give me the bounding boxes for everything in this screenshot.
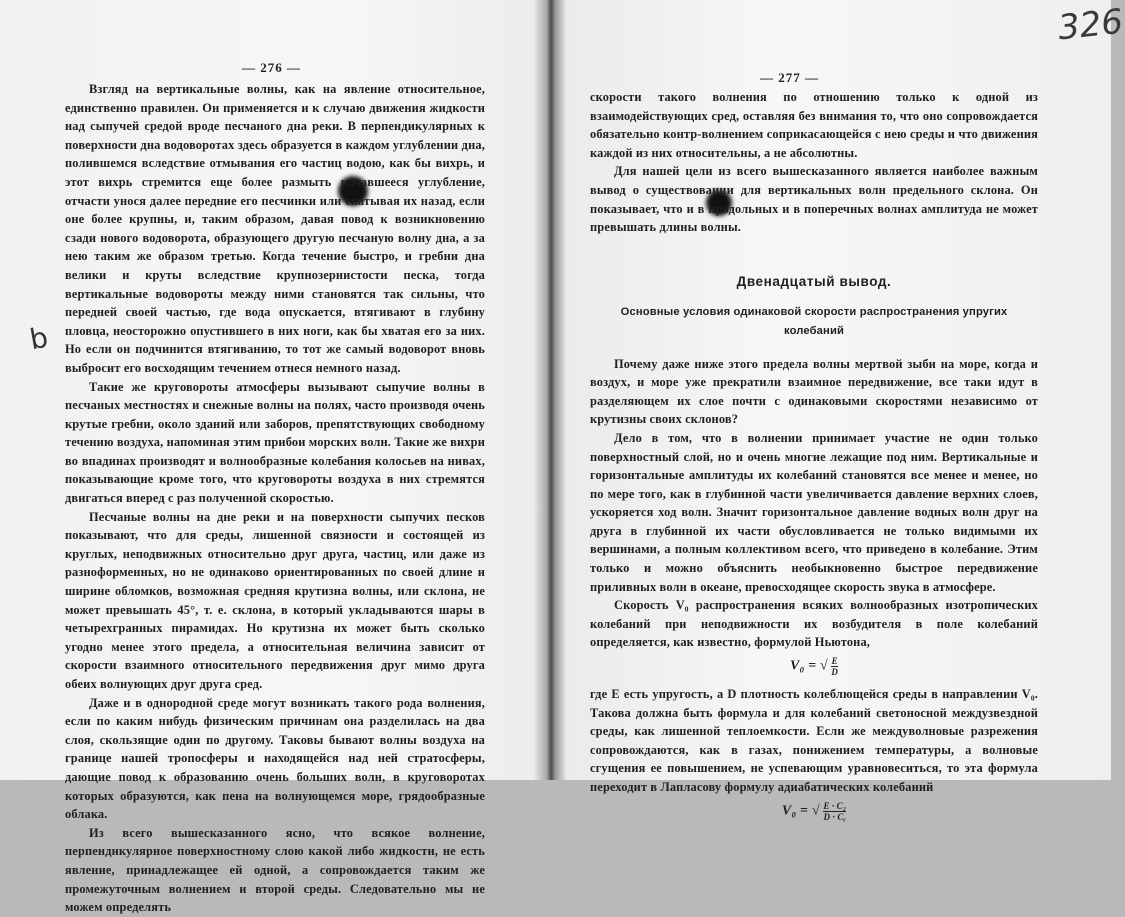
paragraph: скорости такого волнения по отношению только к одной из взаимодействующих сред, оставляя без внимания то, что оно сопровождается обязательно контр-волнением соприкасающейся с нею среды и что движения каждой из них относительны, а не абсолютны. <box>590 90 1038 160</box>
formula-lhs: V₀ = √ <box>789 658 828 674</box>
newton-formula <box>590 656 1038 677</box>
section-title: Двенадцатый вывод. <box>736 273 892 289</box>
paragraph: где E есть упругость, а D плотность колеблющейся среды в направлении V₀. Такова должна быть формула и для колебаний светоносной междузвездной среды, как лишенной теплоемкости. Если же междуволновые разрежения сопровождаются, как в газах, понижением температуры, а волновые сгущения ее повышением, не успевающим уравновеситься, то эта формула переходит в Лапласову формулу адиабатических колебаний <box>590 687 1038 794</box>
paragraph: Такие же круговороты атмосферы вызывают сыпучие волны в песчаных местностях и снежные волны на полях, часто производя очень крутые гребни, около зданий или заборов, препятствующих свободному течению воздуха, напоминая этим прибои морских волн. Такие же вихри во впадинах производят и волнообразные колебания колосьев на нивах, показывающие кроме того, что круговороты воздуха в них стремятся двигаться вперед с раз полученной скоростью. <box>65 379 485 506</box>
formula-fraction <box>831 656 838 677</box>
laplace-formula <box>590 801 1038 822</box>
formula-numerator: E <box>831 656 838 667</box>
page-number: — 276 — <box>242 60 301 75</box>
right-page <box>550 0 1111 822</box>
formula-denominator: D <box>831 667 839 678</box>
paragraph: Дело в том, что в волнении принимает участие не один только поверхностный слой, но и очень многие лежащие под ним. Вертикальные и горизонтальные амплитуды их колебаний становятся все менее и менее, но по мере того, как в глубинной части увеличивается давление верхних слоев, ускоряется ход волн. Значит горизонтальное давление водных волн друг на друга в глубинной их части обусловливается не только видимыми их вершинами, а полным коллективом всего, что приведено в колебание. Этим только и можно объяснить необыкновенно быстрое передвижение приливных волн в океане, превосходящее скорость звука в атмосфере. <box>590 430 1038 594</box>
paragraph: Для нашей цели из всего вышесказанного является наиболее важным вывод о существовании для вертикальных волн предельного склона. Он показывает, что и в продольных и в поперечных волнах амплитуда не может превышать длины волны. <box>590 164 1038 235</box>
formula-numerator: E · C₂ <box>823 800 847 811</box>
paragraph: Взгляд на вертикальные волны, как на явление относительное, единственно правилен. Он применяется и к случаю движения жидкости над сыпучей средой вроде песчаного дна реки. В перпендикулярных к поверхности дна водоворотах здесь образуется в каждом углублении дна, полившемся вследствие отмывания его частиц водою, как бы вихрь, и этот вихрь стремится еще более размыть начавшееся углубление, отчасти унося далее передние его песчинки или скатывая их назад, если оне более крупны, и, таким образом, давая повод к возникновению сзади нового водоворота, образующего другую песчаную волну дна, а за нею таким же образом третью. Когда течение быстро, и гребни дна велики и круты вследствие крупнозернистости песка, тогда вертикальные водовороты между ними становятся так сильны, что передней своей частью, где вода опускается, втягивают в глубину пловца, неосторожно опустившего в них ноги, как бы хватая его за них. Но если он подчинится втягиванию, то тот же самый водоворот вновь выбросит его восходящим течением отнеся немного назад. <box>65 82 485 375</box>
section-subtitle: Основные условия одинаковой скорости распространения упругих колебаний <box>620 306 1008 337</box>
paragraph: Песчаные волны на дне реки и на поверхности сыпучих песков показывают, что для среды, лишенной связности и состоящей из круглых, неподвижных относительно друг друга, частиц, или даже из разноформенных, но не одинаково ориентированных по своей длине и ширине обломков, возможная средняя крутизна волны, или склона, не может превышать 45°, т. е. склона, в который укладываются шары в четырехгранных пирамидах. Но крутизна их может быть сколько угодно менее этого предела, а относительная величина зависит от скорости взаимного относительного передвижения друг мимо друга обеих волнующих друг друга сред. <box>65 509 485 691</box>
paragraph: Почему даже ниже этого предела волны мертвой зыби на море, когда и воздух, и море уже прекратили взаимное передвижение, все таки идут в разделяющем их слое почти с одинаковыми скоростями независимо от крутизны своих склонов? <box>590 356 1038 427</box>
left-page <box>0 0 545 915</box>
paragraph: Скорость V₀ распространения всяких волнообразных изотропических колебаний при неподвижности их возбудителя в поле колебаний определяется, как известно, формулой Ньютона, <box>590 598 1038 650</box>
handwritten-folio-number: 326 <box>1056 1 1125 49</box>
text-column <box>65 80 485 917</box>
paragraph: Даже и в однородной среде могут возникать такого рода волнения, если по каким нибудь физическим причинам она разделилась на два слоя, скользящие один по другому. Таковы бывают волны воздуха на границе нашей тропосферы и находящейся над ней стратосферы, дающие повод к образованию очень больших волн, в круговоротах которых образуются, как пена на волнующемся море, грядообразные облака. <box>65 695 485 822</box>
handwritten-margin-mark: b <box>27 320 51 357</box>
formula-lhs: V₀ = √ <box>781 803 820 819</box>
formula-fraction <box>823 801 846 822</box>
paragraph: Из всего вышесказанного ясно, что всякое волнение, перпендикулярное поверхностному слою какой либо жидкости, не есть явление, принадлежащее ей одной, а сопровождается таким же промежуточным волнением и второй среды. Следовательно мы не можем определять <box>65 825 485 915</box>
text-column <box>590 88 1038 830</box>
page-number: — 277 — <box>760 70 819 85</box>
formula-denominator: D · Cᵧ <box>823 811 846 822</box>
